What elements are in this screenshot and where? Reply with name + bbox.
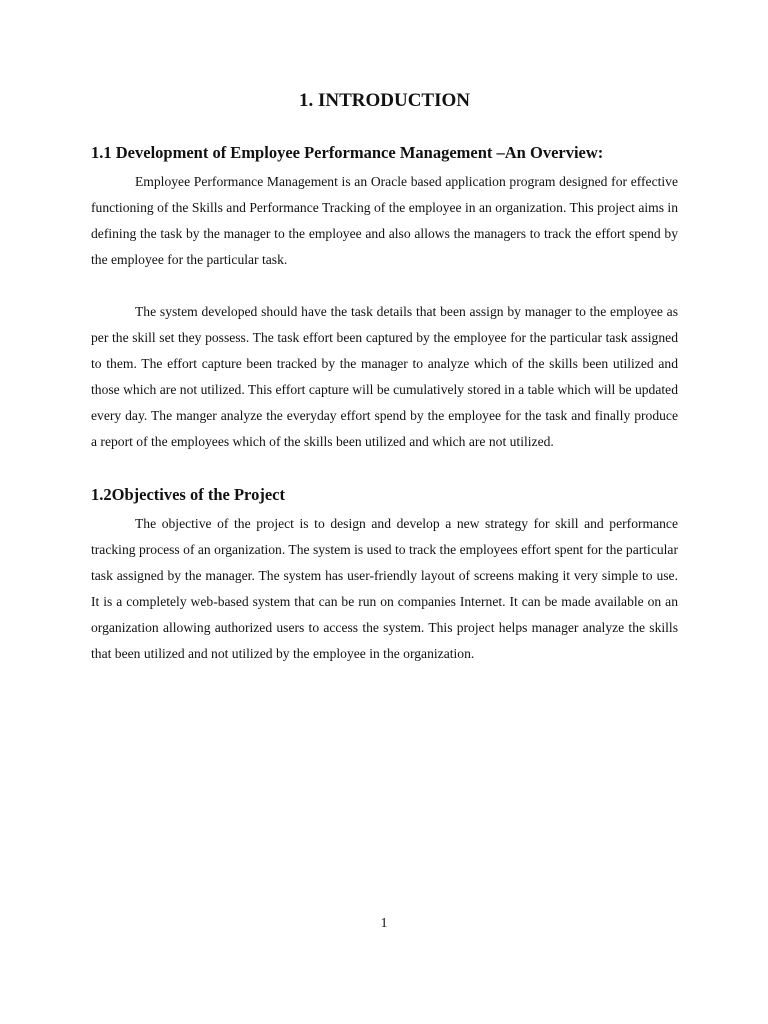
section-heading-overview: 1.1 Development of Employee Performance Management –An Overview: — [91, 143, 604, 162]
overview-paragraph-2: The system developed should have the task details that been assign by manager to the employee as per the skill set they possess. The task effort been captured by the employee for the particular task assigned to them. The effort capture been tracked by the manager to analyze which of the skills been utilized and those which are not utilized. This effort capture will be cumulatively stored in a table which will be updated every day. The manger analyze the everyday effort spend by the employee for the task and finally produce a report of the employees which of the skills been utilized and which are not utilized. — [91, 304, 678, 449]
page-number: 1 — [380, 915, 388, 930]
page-content — [91, 88, 678, 667]
chapter-title: 1. INTRODUCTION — [298, 90, 471, 111]
section-heading-objectives: 1.2Objectives of the Project — [91, 485, 285, 504]
objectives-paragraph-1: The objective of the project is to design and develop a new strategy for skill and performance tracking process of an organization. The system is used to track the employees effort spent for the particular task assigned by the manager. The system has user-friendly layout of screens making it very simple to use. It is a completely web-based system that can be run on companies Internet. It can be made available on an organization allowing authorized users to access the system. This project helps manager analyze the skills that been utilized and not utilized by the employee in the organization. — [91, 516, 678, 661]
overview-paragraph-1: Employee Performance Management is an Oracle based application program designed for effective functioning of the Skills and Performance Tracking of the employee in an organization. This project aims in defining the task by the manager to the employee and also allows the managers to track the effort spend by the employee for the particular task. — [91, 174, 678, 267]
